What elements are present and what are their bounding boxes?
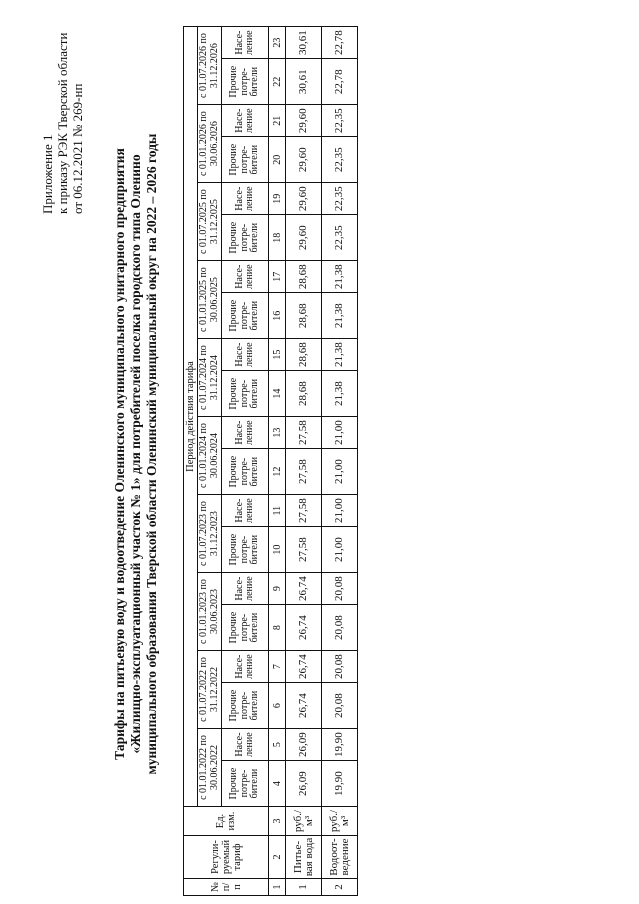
tariff-value-cell: 30,61 bbox=[286, 27, 322, 59]
column-index-cell: 2 bbox=[269, 836, 286, 879]
column-index-cell: 12 bbox=[269, 449, 286, 495]
column-index-cell: 13 bbox=[269, 417, 286, 449]
column-index-cell: 4 bbox=[269, 761, 286, 807]
appendix-line-1: Приложение 1 bbox=[40, 134, 55, 214]
tariff-value-cell: 21,38 bbox=[322, 261, 358, 293]
tariff-value-cell: 28,68 bbox=[286, 371, 322, 417]
period-header-7: с 01.01.2025 по 30.06.2025 bbox=[198, 261, 222, 339]
column-index-cell: 6 bbox=[269, 683, 286, 729]
column-index-cell: 5 bbox=[269, 729, 286, 761]
header-unit: Ед. изм. bbox=[184, 807, 269, 836]
row-tariff-name: Водоот-ведение bbox=[322, 836, 358, 879]
tariff-table bbox=[183, 26, 358, 896]
tariff-value-cell: 22,78 bbox=[322, 59, 358, 105]
row-unit: руб./м³ bbox=[322, 807, 358, 836]
column-index-cell: 3 bbox=[269, 807, 286, 836]
tariff-value-cell: 21,38 bbox=[322, 339, 358, 371]
tariff-value-cell: 19,90 bbox=[322, 761, 358, 807]
subheader-other-consumers: Прочие потре-бители bbox=[222, 527, 269, 573]
column-index-cell: 1 bbox=[269, 879, 286, 896]
tariff-value-cell: 26,74 bbox=[286, 573, 322, 605]
header-period: Период действия тарифа bbox=[184, 27, 198, 807]
subheader-population: Насе-ление bbox=[222, 729, 269, 761]
column-index-cell: 22 bbox=[269, 59, 286, 105]
subheader-population: Насе-ление bbox=[222, 573, 269, 605]
subheader-other-consumers: Прочие потре-бители bbox=[222, 761, 269, 807]
tariff-value-cell: 19,90 bbox=[322, 729, 358, 761]
tariff-value-cell: 27,58 bbox=[286, 449, 322, 495]
subheader-population: Насе-ление bbox=[222, 651, 269, 683]
subheader-other-consumers: Прочие потре-бители bbox=[222, 293, 269, 339]
period-header-1: с 01.01.2022 по 30.06.2022 bbox=[198, 729, 222, 807]
tariff-value-cell: 27,58 bbox=[286, 417, 322, 449]
tariff-value-cell: 22,35 bbox=[322, 215, 358, 261]
column-index-cell: 21 bbox=[269, 105, 286, 137]
subheader-other-consumers: Прочие потре-бители bbox=[222, 371, 269, 417]
subheader-population: Насе-ление bbox=[222, 339, 269, 371]
tariff-value-cell: 22,35 bbox=[322, 105, 358, 137]
column-index-cell: 7 bbox=[269, 651, 286, 683]
tariff-value-cell: 27,58 bbox=[286, 495, 322, 527]
tariff-value-cell: 30,61 bbox=[286, 59, 322, 105]
tariff-value-cell: 20,08 bbox=[322, 605, 358, 651]
tariff-value-cell: 20,08 bbox=[322, 573, 358, 605]
subheader-population: Насе-ление bbox=[222, 27, 269, 59]
tariff-value-cell: 21,00 bbox=[322, 417, 358, 449]
column-index-cell: 16 bbox=[269, 293, 286, 339]
tariff-value-cell: 26,74 bbox=[286, 651, 322, 683]
tariff-value-cell: 29,60 bbox=[286, 105, 322, 137]
tariff-value-cell: 20,08 bbox=[322, 683, 358, 729]
subheader-population: Насе-ление bbox=[222, 105, 269, 137]
subheader-other-consumers: Прочие потре-бители bbox=[222, 59, 269, 105]
period-header-3: с 01.01.2023 по 30.06.2023 bbox=[198, 573, 222, 651]
subheader-other-consumers: Прочие потре-бители bbox=[222, 449, 269, 495]
column-index-cell: 10 bbox=[269, 527, 286, 573]
column-index-cell: 15 bbox=[269, 339, 286, 371]
tariff-value-cell: 28,68 bbox=[286, 339, 322, 371]
tariff-value-cell: 20,08 bbox=[322, 651, 358, 683]
title-line-3: муниципального образования Тверской области Оленинский муниципальный округ на 2022 – 2026 годы bbox=[144, 133, 159, 775]
column-index-cell: 18 bbox=[269, 215, 286, 261]
tariff-value-cell: 26,09 bbox=[286, 729, 322, 761]
column-index-cell: 8 bbox=[269, 605, 286, 651]
appendix-line-2: к приказу РЭК Тверской области bbox=[55, 32, 70, 214]
column-index-cell: 23 bbox=[269, 27, 286, 59]
tariff-value-cell: 21,38 bbox=[322, 293, 358, 339]
appendix-line-3: от 06.12.2021 № 269-нп bbox=[70, 83, 85, 214]
tariff-value-cell: 21,38 bbox=[322, 371, 358, 417]
subheader-population: Насе-ление bbox=[222, 261, 269, 293]
tariff-value-cell: 27,58 bbox=[286, 527, 322, 573]
tariff-value-cell: 28,68 bbox=[286, 293, 322, 339]
column-index-cell: 19 bbox=[269, 183, 286, 215]
period-header-6: с 01.07.2024 по 31.12.2024 bbox=[198, 339, 222, 417]
subheader-other-consumers: Прочие потре-бители bbox=[222, 683, 269, 729]
header-tariff: Регули-руемый тариф bbox=[184, 836, 269, 879]
tariff-value-cell: 29,60 bbox=[286, 137, 322, 183]
period-header-2: с 01.07.2022 по 31.12.2022 bbox=[198, 651, 222, 729]
period-header-10: с 01.07.2026 по 31.12.2026 bbox=[198, 27, 222, 105]
period-header-8: с 01.07.2025 по 31.12.2025 bbox=[198, 183, 222, 261]
tariff-value-cell: 22,35 bbox=[322, 137, 358, 183]
tariff-value-cell: 26,09 bbox=[286, 761, 322, 807]
subheader-population: Насе-ление bbox=[222, 495, 269, 527]
appendix-header bbox=[40, 33, 85, 214]
subheader-other-consumers: Прочие потре-бители bbox=[222, 605, 269, 651]
title-line-2: «Жилищно-эксплуатационный участок № 1» для потребителей поселка городского типа Оленино bbox=[128, 154, 143, 754]
tariff-value-cell: 21,00 bbox=[322, 495, 358, 527]
header-no: № п/п bbox=[184, 879, 269, 896]
column-index-cell: 17 bbox=[269, 261, 286, 293]
period-header-9: с 01.01.2026 по 30.06.2026 bbox=[198, 105, 222, 183]
tariff-value-cell: 22,78 bbox=[322, 27, 358, 59]
row-tariff-name: Питье-вая вода bbox=[286, 836, 322, 879]
tariff-value-cell: 21,00 bbox=[322, 449, 358, 495]
column-index-cell: 20 bbox=[269, 137, 286, 183]
tariff-value-cell: 21,00 bbox=[322, 527, 358, 573]
row-no: 2 bbox=[322, 879, 358, 896]
period-header-5: с 01.01.2024 по 30.06.2024 bbox=[198, 417, 222, 495]
tariff-value-cell: 29,60 bbox=[286, 215, 322, 261]
row-unit: руб./м³ bbox=[286, 807, 322, 836]
subheader-other-consumers: Прочие потре-бители bbox=[222, 215, 269, 261]
row-no: 1 bbox=[286, 879, 322, 896]
subheader-other-consumers: Прочие потре-бители bbox=[222, 137, 269, 183]
column-index-cell: 9 bbox=[269, 573, 286, 605]
title-line-1: Тарифы на питьевую воду и водоотведение Оленинского муниципального унитарного предприятия bbox=[112, 148, 127, 760]
column-index-cell: 14 bbox=[269, 371, 286, 417]
subheader-population: Насе-ление bbox=[222, 417, 269, 449]
tariff-value-cell: 26,74 bbox=[286, 683, 322, 729]
tariff-value-cell: 28,68 bbox=[286, 261, 322, 293]
tariff-value-cell: 26,74 bbox=[286, 605, 322, 651]
column-index-cell: 11 bbox=[269, 495, 286, 527]
subheader-population: Насе-ление bbox=[222, 183, 269, 215]
tariff-value-cell: 29,60 bbox=[286, 183, 322, 215]
document-title bbox=[112, 99, 160, 809]
tariff-value-cell: 22,35 bbox=[322, 183, 358, 215]
period-header-4: с 01.07.2023 по 31.12.2023 bbox=[198, 495, 222, 573]
